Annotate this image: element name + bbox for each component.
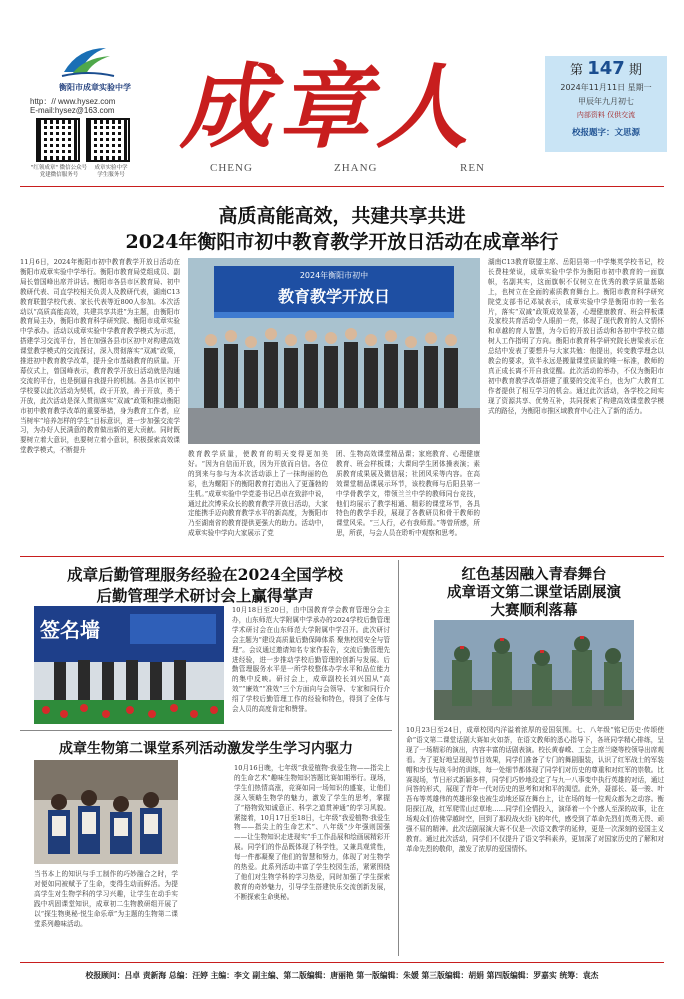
drama-title-line1: 红色基因融入青春舞台: [461, 566, 607, 583]
email-address[interactable]: E-mail:hysez@163.com: [30, 106, 115, 115]
logistics-text: 10月18日至20日，由中国教育学会教育管理分会主办，山东师范大学附属中学承办的2024学校后勤管理学术研讨会在山东师范大学附属中学召开。此次研讨会主题为“建设高质量后勤保障体系 聚焦校园安全与管理”。会议通过邀请知名专家作报告，交流后勤管理先进经验，进一步推动学校后勤管理的创新与发展。后勤管理服务水平是一所学校整体办学水平和品位能力的集中反映。研讨会上，成章副校长刘兴国从“高效”“廉效”“准效”三个方面向与会领导、专家和同行介绍了学校后勤管理工作的经验和特色，得到了全体与会人员的高度肯定和赞誉。: [232, 606, 390, 714]
issue-date: 2024年11月11日 星期一: [560, 83, 652, 92]
pinyin-zhang: ZHANG: [334, 162, 378, 174]
school-logo: [58, 42, 118, 82]
logistics-photo: [34, 606, 224, 724]
editorial-credits: 校报顾问：吕卓 责新海 总编：汪婷 主编：李文 副主编、第二版编辑：唐丽艳 第一版编辑：朱媛 第三版编辑：胡娟 第四版编辑：罗嘉实 统筹：袁杰: [85, 971, 599, 980]
photo-banner-line1: 2024年衡阳市初中: [299, 271, 369, 280]
left-section-divider: [20, 730, 392, 731]
qr-code-left: [36, 118, 80, 162]
lunar-date: 甲辰年九月初七: [578, 97, 634, 106]
logistics-title-line2: 后勤管理学术研讨会上赢得掌声: [96, 586, 314, 605]
lead-title-line1: 高质高能高效，共建共享共进: [218, 205, 466, 227]
lead-column-1: 11月6日，2024年衡阳市初中教育教学开放日活动在衡阳市成章实验中学举行。衡阳市教育局党组成员、副局长曾国峰出席并讲话。衡阳市各县市区教育局、初中教研代表、司直学校相关负责人及教研代表，湖南C13教育联盟学校代表、家长代表等近800人参加。本次活动以“高质高能高效，共建共享共进”为主题，由衡阳市教育局主办，衡阳市教育科学研究院、衡阳市成章实验中学承办。活动以成章实验中学教育教学模式为示范，搭建学习交流平台，旨在加强各县市区初中对构建高效课堂教学模式的交流探讨，深入贯彻落实“双减”政策，推进初中教育教学改革，提升全市基础教育的质量。开幕仪式上，曾国峰表示，教育教学开放日活动就是沟通交流的平台，也是倒逼自我提升的机制。各县市区初中学校要以此次活动为契机，政于开放，善于开放，勇于开放，此次活动是深入贯彻落实“双减”政策和推动衡阳市初中教育教学改革的重要举措，身为教育工作者，应当树牢“培养怎样的学生”目标意识，进一步加强交流学习，为办好人民满意的教育做出新的更大贡献。同时既要树立着大意识，也要树立着小意识，积极探索高效课堂教学模式，不断提升: [20, 258, 180, 455]
qr-left-caption: "红领成章" 微信公众号 党建微信服务号: [30, 165, 88, 179]
biology-text-left: 当书本上的知识与手工制作的巧妙融合之时，学对便如同被赋予了生命，变得生动而鲜活。为提高学生对生物学科的学习兴趣，让学生在动手实践中巩固课堂知识，成章初二生物教研组开展了以“探生物奥秘·悦生命乐章”为主题的生物第二课堂系列趣味活动。: [34, 870, 178, 928]
drama-title-line2: 成章语文第二课堂话剧展演: [447, 584, 621, 601]
masthead-divider: [20, 186, 664, 187]
qr-code-right: [86, 118, 130, 162]
photo-banner-line2: 教育教学开放日: [277, 287, 390, 306]
footer-divider: [20, 962, 664, 963]
lead-photo: [188, 258, 480, 444]
section-divider: [20, 556, 664, 557]
biology-text-right: 10月16日晚，七年级“我爱植物·我爱生物——指尖上的生命艺术”趣味生物知识答题比赛如期举行。现场，学生们热情高涨，竞赛如同一场知识的盛宴，让他们深入领略生物学的魅力，激发了学生的思考，掌握了“格物致知诚意正、科学之道贯神通”的学习风貌。紧接着，10月17日至18日，七年级“我爱植物·我爱生物——指尖上的生命艺术”、八年级“少年强则国强——让生物知识走进现实”手工作品展和绘画展精彩开展。同学们的作品既体现了科学性，又兼具观赏性，每一件都凝聚了他们的智慧和努力，体现了对生物学的热爱。此系列活动丰富了学生校园生活，紧紧围绕了他们对生物学科的学习热爱，同时加强了学生探索教育的奇妙魅力，引导学生搭建快乐交流创新发展，不断探索生命奥秘。: [234, 764, 390, 901]
pinyin-ren: REN: [460, 162, 485, 174]
lead-column-3: 团、生物高效课堂精品课；家庭教育、心理健康教育、班会样板课；大课间学生团体操表演；素质教育成果展及微信展；社团风采等内容。在高效课堂精品课展示环节，该校教师与后阳县第一中学骨教学文，带领兰兰中学的教师同台竞技，他们均展示了教学相通、精彩的课堂环节，各具特色的教学手段，展现了各教研员和骨干教师的课堂风采。“三人行，必有我师焉。”等曾所感，所思，所获，与会人员在聆听中观察和思考。: [336, 450, 480, 538]
school-name: 衡阳市成章实验中学: [59, 83, 131, 92]
biology-title: 成章生物第二课堂系列活动激发学生学习内驱力: [59, 741, 353, 757]
drama-title-line3: 大赛顺利落幕: [490, 602, 578, 619]
drama-text: 10月23日至24日，成章校园内洋溢着浓厚的爱国氛围。七、八年级“铭记历史·传颂使命”语文第二课堂话剧大赛如火如荼，在语文教师的悉心指导下，各班同学精心排练，呈现了一场精彩的演出，内容丰富的话剧表演。校长黄春嵘、工会主席兰晓等校领导出席观看。为了更好地呈现现节目效果，同学们准备了专门的舞剧服装，认识了红军战士的军装帽和步伐与战斗时的训练，每一处细节都体现了同学们对历史的尊重和对红军的崇敬。比赛现场，节日形式新颖多样，同学们巧妙地设定了与九一八事变中执行英雄的对话，通过问答的形式，展现了青年一代对历史的思考和对和平的渴望。此外，聂部长、聂一骏、叶吾布等英雄伟的英雄形象也被生动地还原在舞台上，让在场的每一位观众都为之动容。衡阳探江战，红军爬雪山过草地……同学们全情投入，演绎着一个个感人至深的故事，让在场观众们仿佛穿越时空，回到了那段战火纷飞的年代，感受到了革命先烈们英勇无畏、顽强不屈的精神。此次话剧展演大赛不仅是一次语文教学的延伸，更是一次深刻的爱国主义教育。通过此次活动，同学们不仅提升了语文学科素养，更加深了对国家历史的了解和对革命先烈的敬仰，激发了浓厚的爱国情怀。: [406, 726, 664, 853]
qr-right-caption: 成章实验中学 学生服务号: [94, 165, 128, 179]
logistics-title-line1: 成章后勤管理服务经验在2024全国学校: [67, 565, 343, 584]
lead-column-2: 教育教学质量，使教育的明天变得更加美好。“因为自信而开放，因为开放而自信。各位的到来与参与为本次活动添上了一抹绚丽的色彩，也为螺阳下的衡阳教育打造出入了更蓬勃的生机。”成章实验中学党委书记吕卓在致辞中说，通过此次博采众长的教育教学开放日活动，大家定能携手迈向教育教学水平的新高度，为衡阳市乃至湖南省的教育提供更强大的助力。活动中，成章实验中学向大家展示了党: [188, 450, 328, 538]
lead-column-4: 湖南C13教育联盟主席、岳阳县第一中学集英学校书记，校长费桂荣说，成章实验中学作为衡阳市初中教育的一面旗帜，名副其实，这面旗帜不仅树立在优秀的教学质量基础上，也树立在全面的素质教育舞台上。衡阳市教育科学研究院党支部书记邓斌表示，成章实验中学是衡阳市的一张名片，落实“双减”政策成效显著，心理健康教育、班会样板课及家校共育活动令人眼前一亮，体现了现代教育的人文情怀和卓越的育人智慧，为今后的开放日活动和各初中学校立德树人工作指明了方向。衡阳市教育科学研究院长唐梁表示在总结中发表了要想升与大家共勉：他提出，转变教学理念以教会的要求，致半永远是搬量课堂质量的唯一标准，教师的真正成长离不开自我觉醒。此次活动的举办，不仅为衡阳市初中教育教学改革搭建了重要的交流平台，也为广大教育工作者提供了相互学习的机会。通过此次活动，各学校之间实现了资源共享、优势互补，共同探索了构建高效课堂教学模式的路径，为衡阳市推区域教育中心注入了新的活力。: [488, 258, 664, 415]
issue-info-box: [545, 56, 667, 152]
signature-wall-banner: 签名墙: [40, 618, 100, 642]
lead-title-line2: 2024年衡阳市初中教育教学开放日活动在成章举行: [125, 231, 559, 253]
drama-photo: [434, 620, 634, 720]
newspaper-title: 成章人: [180, 53, 475, 161]
calligraphy-credit: 校报题字：文思源: [571, 128, 640, 138]
website-url[interactable]: http：// www.hysez.com: [30, 97, 116, 106]
column-divider: [398, 560, 399, 956]
issue-number: 第 147 期: [570, 58, 642, 79]
internal-note: 内部资料 仅供交流: [576, 111, 636, 119]
pinyin-cheng: CHENG: [210, 162, 253, 174]
biology-photo: [34, 760, 178, 864]
